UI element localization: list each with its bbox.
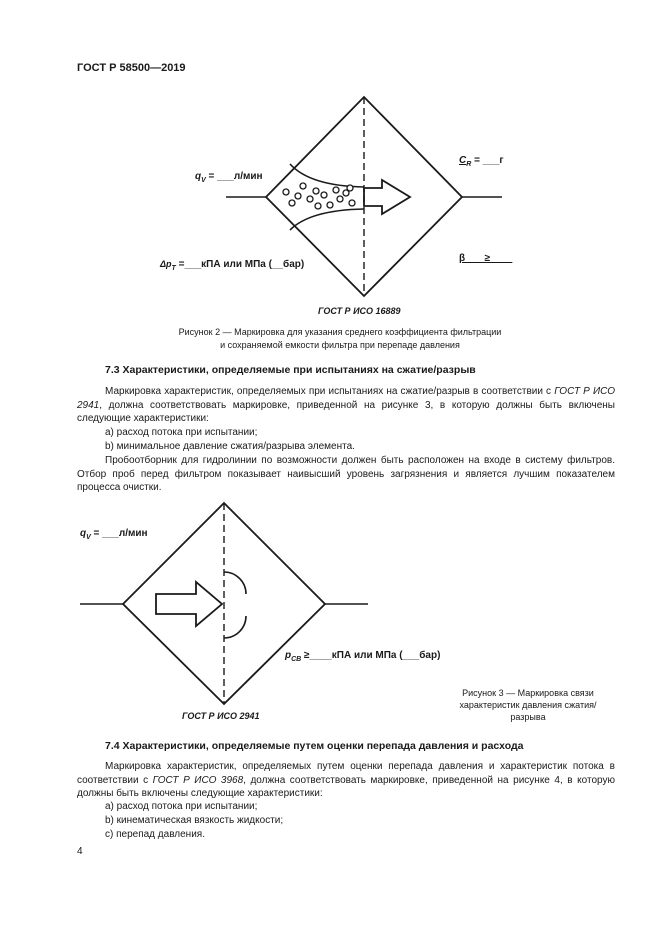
- section-7-4-heading: 7.4 Характеристики, определяемые путем оценки перепада давления и расхода: [105, 740, 524, 752]
- figure-3-caption: Рисунок 3 — Маркировка связи характеристик давления сжатия/разрыва: [459, 688, 597, 722]
- figure-2-caption: Рисунок 2 — Маркировка для указания среднего коэффициента фильтрации и сохраняемой емкости фильтра при перепаде давления: [178, 327, 502, 350]
- upper-arc: [224, 572, 246, 594]
- fig3-flow-rate: $q_V$ = ___л/мин: [80, 528, 148, 541]
- flow-arrow: [156, 582, 222, 626]
- fig3-pressure: $p_{CB}$ ≥____кПА или МПа (___бар): [285, 650, 441, 663]
- section-7-3-item-b: b) минимальное давление сжатия/разрыва элемента.: [105, 441, 355, 452]
- page-number: 4: [77, 846, 83, 857]
- fig2-pressure: $\Delta p_T$ =___кПА или МПа (__бар): [160, 259, 305, 272]
- section-7-3-heading: 7.3 Характеристики, определяемые при испытаниях на сжатие/разрыв: [105, 364, 476, 376]
- section-7-3-item-a: а) расход потока при испытании;: [105, 427, 258, 438]
- section-7-4-item-b: b) кинематическая вязкость жидкости;: [105, 815, 284, 826]
- section-7-4-paragraph-1: Маркировка характеристик, определяемых путем оценки перепада давления и характеристик потока в соответствии с ГОСТ Р ИСО 3968, должна соответствовать маркировке, приведенной на рисунке 4, в которую должны быть включены следующие характеристики:: [77, 761, 615, 799]
- fig3-standard: ГОСТ Р ИСО 2941: [182, 711, 260, 721]
- lower-arc: [224, 616, 246, 638]
- section-7-4-item-a: а) расход потока при испытании;: [105, 801, 258, 812]
- fig2-capacity: $C_R$ = ___г: [459, 155, 504, 168]
- fig2-flow-rate: $q_V$ = ___л/мин: [195, 171, 263, 184]
- fig2-beta: β ___≥____: [459, 253, 513, 264]
- fig2-standard: ГОСТ Р ИСО 16889: [318, 306, 401, 316]
- document-id: ГОСТ Р 58500—2019: [77, 62, 186, 74]
- section-7-4-item-c: c) перепад давления.: [105, 829, 205, 840]
- section-7-3-paragraph-1: Маркировка характеристик, определяемых при испытаниях на сжатие/разрыв в соответствии с ГОСТ Р ИСО 2941, должна соответствовать маркировке, приведенной на рисунке 3, в которую должны быть включены следующие характеристики:: [77, 386, 616, 424]
- section-7-3-paragraph-2: Пробоотборник для гидролинии по возможности должен быть расположен на входе в систему фильтров. Отбор проб перед фильтром показывает наивысший уровень загрязнения и является лучшим показателем процесса очистки.: [77, 455, 615, 493]
